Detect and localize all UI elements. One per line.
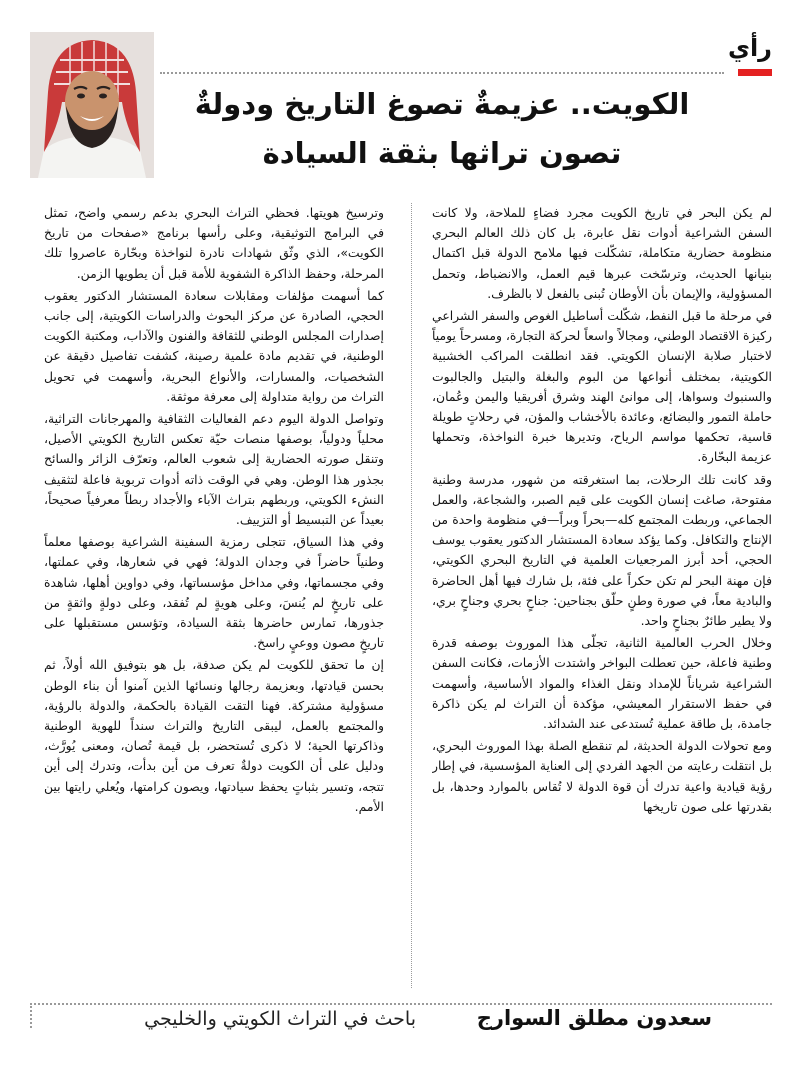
paragraph: وفي هذا السياق، تتجلى رمزية السفينة الشراعية بوصفها معلماً وطنياً حاضراً في وجدان الدولة؛ فهي في شعارها، وفي عملتها، وفي مجسماتها، وفي مداخل مؤسساتها، وفي دواوين أهلها، شاهدة على تاريخٍ لم يُنسَ، وعلى هويةٍ لم تُفقد، وعلى دولةٍ واثقةٍ من جذورها، تمارس حاضرها بثقة السيادة، وتؤسس مستقبلها على تاريخٍ مصون ووعيٍ راسخ. — [44, 534, 384, 651]
corner-dotted-rule — [30, 1003, 32, 1028]
section-accent-bar — [738, 69, 772, 76]
article-column-right — [432, 203, 772, 993]
paragraph: إن ما تحقق للكويت لم يكن صدفة، بل هو بتوفيق الله أولاً، ثم بحسن قيادتها، وبعزيمة رجالها ونسائها الذين آمنوا أن بناء الوطن مسؤولية مشتركة. فهنا التقت القيادة بالحكمة، والدولة بالرؤية، والمجتمع بالعمل، ليبقى التاريخ والتراث سنداً للهوية الوطنية وذاكرتها الحية؛ لا ذكرى تُستحضر، بل قيمة تُصان، ومعنى يُورَّث، ودليل على أن الكويت دولةٌ تعرف من أين بدأت، وتدرك إلى أين تتجه، وتسير بثباتٍ يحفظ سيادتها، ويصون كرامتها، ويُعلي رايتها بين الأمم. — [44, 657, 384, 814]
paragraph: وترسيخ هويتها. فحظي التراث البحري بدعم رسمي واضح، تمثل في البرامج التوثيقية، وعلى رأسها برنامج «صفحات من تاريخ الكويت»، الذي وثّق شهادات نادرة لنواخذة وبحّارة عاصروا تلك المرحلة، وحفظ الذاكرة الشفوية للأمة قبل أن يطويها الزمن. — [44, 205, 384, 281]
paragraph: وتواصل الدولة اليوم دعم الفعاليات الثقافية والمهرجانات التراثية، محلياً ودولياً، بوصفها منصات حيّة تعكس التاريخ الكويتي الأصيل، وتنقل صورته الحضارية إلى شعوب العالم، وتعرّف الزائر والسائح بجذور هذا الوطن. وهي في الوقت ذاته أدوات تربوية فاعلة لتثقيف النشء الكويتي، وربطهم بتراث الآباء والأجداد ربطاً معرفياً صحيحاً، بعيداً عن التبسيط أو التزييف. — [44, 411, 384, 528]
article-column-left — [44, 203, 384, 993]
column-divider — [411, 203, 412, 988]
author-portrait-icon — [30, 32, 154, 178]
headline-line-1: الكويت.. عزيمةٌ تصوغ التاريخ ودولةٌ — [194, 87, 690, 121]
author-bio: باحث في التراث الكويتي والخليجي — [144, 1008, 416, 1030]
top-dotted-rule — [160, 72, 724, 74]
paragraph: ومع تحولات الدولة الحديثة، لم تنقطع الصلة بهذا الموروث البحري، بل انتقلت رعايته من الجهد الفردي إلى العناية المؤسسية، في إطار رؤية قيادية واعية تدرك أن قوة الدولة لا تُقاس بالموارد وحدها، بل بقدرتها على صون تاريخها — [432, 738, 772, 814]
headline-line-2: تصون تراثها بثقة السيادة — [262, 136, 622, 170]
bottom-dotted-rule — [30, 1003, 772, 1005]
paragraph: كما أسهمت مؤلفات ومقابلات سعادة المستشار الدكتور يعقوب الحجي، الصادرة عن مركز البحوث والدراسات الكويتية، إلى جانب إصدارات المجلس الوطني للثقافة والفنون والآداب، ومكتبة الكويت الوطنية، في تقديم مادة علمية رصينة، كشفت تفاصيل دقيقة عن الشخصيات، والمسارات، والأنواع البحرية، وأسهمت في تحويل التراث من رواية متداولة إلى معرفة موثقة. — [44, 287, 384, 404]
paragraph: وخلال الحرب العالمية الثانية، تجلّى هذا الموروث بوصفه قدرة وطنية فاعلة، حين تعطلت البواخر واشتدت الأزمات، فكانت السفن الشراعية شرياناً للإمداد ونقل الغذاء والمواد الأساسية، وأسهمت في حفظ الاستقرار المعيشي، مؤكدة أن التراث لم يكن ذاكرة جامدة، بل طاقة عملية تُستدعى عند الشدائد. — [432, 635, 772, 732]
section-label: رأي — [727, 34, 772, 62]
article-headline — [162, 80, 722, 178]
paragraph: وقد كانت تلك الرحلات، بما استغرقته من شهور، مدرسة وطنية مفتوحة، صاغت إنسان الكويت على قيم الصبر، والشجاعة، والعمل الجماعي، وربطت المجتمع كله—بحراً وبراً—في منظومة واحدة من الإنتاج والتكافل. وكما يؤكد سعادة المستشار الدكتور يعقوب يوسف الحجي، أحد أبرز المرجعيات العلمية في التاريخ البحري الكويتي، فإن مهنة البحر لم تكن حكراً على فئة، بل شارك فيها أهل الحاضرة والبادية معاً، في صورة وطنٍ حلّق بجناحين: جناحٍ بحري وجناحٍ بري، ولا يطير طائرٌ بجناحٍ واحد. — [432, 471, 772, 629]
paragraph: في مرحلة ما قبل النفط، شكّلت أساطيل الغوص والسفر الشراعي ركيزة الاقتصاد الوطني، ومجالاً واسعاً لحركة التجارة، ومسرحاً يومياً لاختبار صلابة الإنسان الكويتي. فقد انطلقت المراكب الخشبية الكويتية، بمختلف أنواعها من البوم والبغلة والبتيل والجالبوت والسنبوك وسواها، إلى موانئ الهند وشرق أفريقيا واليمن وعُمان، حاملة التمور والبضائع، وعائدة بالأخشاب والمؤن، في رحلاتٍ طويلة قاسية، تحكمها مواسم الرياح، وتديرها خبرة النواخذة، وتحملها عزيمة البحّارة. — [432, 308, 772, 465]
paragraph: لم يكن البحر في تاريخ الكويت مجرد فضاءٍ للملاحة، ولا كانت السفن الشراعية أدوات نقل عابرة، بل كان ذلك العالم البحري منظومة حضارية متكاملة، تشكّلت فيها ملامح الدولة قبل اكتمال بنيانها الحديث، وترسّخت عبرها قيم العمل، والانضباط، وتحمل المسؤولية، والإيمان بأن الأوطان تُبنى بالفعل لا بالظرف. — [432, 205, 772, 301]
author-name: سعدون مطلق السوارج — [476, 1006, 712, 1030]
